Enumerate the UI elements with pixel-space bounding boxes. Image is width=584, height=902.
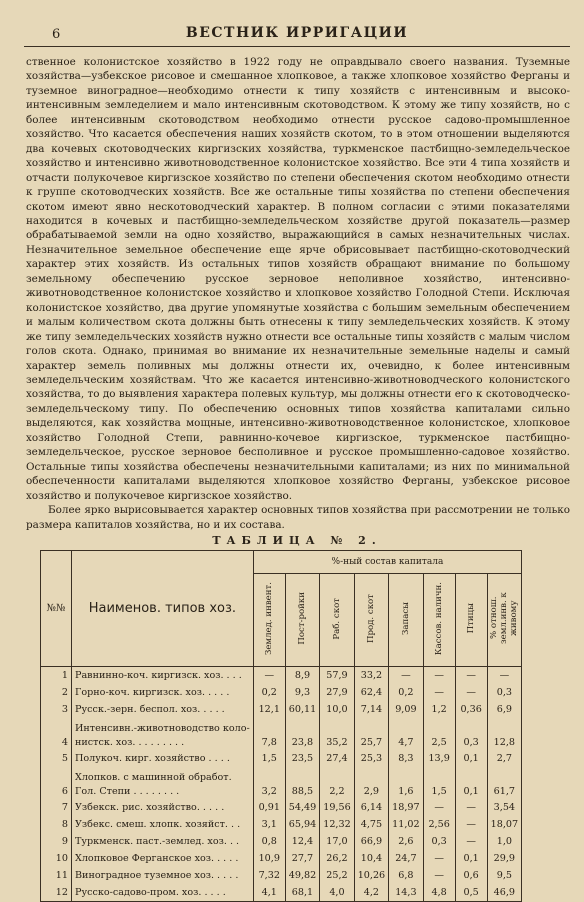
row-number: 4	[41, 718, 72, 750]
table-row	[41, 850, 522, 867]
row-name	[72, 850, 254, 867]
table-row	[41, 867, 522, 884]
row-name	[72, 884, 254, 902]
header-number: №№	[41, 550, 72, 666]
row-name-line: Русск.-зерн. беспол. хоз. . . . .	[75, 703, 225, 715]
cell-value: 1,5	[423, 767, 455, 799]
table-row	[41, 833, 522, 850]
cell-value: 12,32	[320, 816, 354, 833]
cell-value: —	[455, 833, 487, 850]
cell-value: 4,2	[354, 884, 388, 902]
table-row	[41, 718, 522, 750]
cell-value: 49,82	[285, 867, 319, 884]
cell-value: 0,5	[455, 884, 487, 902]
cell-value: 57,9	[320, 666, 354, 684]
row-number: 11	[41, 867, 72, 884]
cell-value: 6,8	[389, 867, 423, 884]
cell-value: 13,9	[423, 750, 455, 767]
header-col-3	[320, 573, 354, 666]
cell-value: —	[455, 684, 487, 701]
header-col-4	[354, 573, 388, 666]
cell-value: 9,3	[285, 684, 319, 701]
cell-value: 1,0	[487, 833, 521, 850]
cell-value: 33,2	[354, 666, 388, 684]
cell-value: 4,0	[320, 884, 354, 902]
cell-value: —	[423, 850, 455, 867]
row-name	[72, 701, 254, 718]
cell-value: 60,11	[285, 701, 319, 718]
cell-value: 4,8	[423, 884, 455, 902]
row-name	[72, 666, 254, 684]
page-header	[24, 0, 570, 47]
cell-value: 1,6	[389, 767, 423, 799]
table-row	[41, 799, 522, 816]
row-name-line: Интенсивн.-животноводство коло-	[75, 722, 250, 734]
cell-value: —	[253, 666, 285, 684]
row-number: 3	[41, 701, 72, 718]
cell-value: 7,14	[354, 701, 388, 718]
cell-value: 7,32	[253, 867, 285, 884]
row-name-line: нистск. хоз. . . . . . . . .	[75, 736, 185, 748]
table-row	[41, 666, 522, 684]
cell-value: —	[423, 666, 455, 684]
cell-value: 23,8	[285, 718, 319, 750]
cell-value: 9,5	[487, 867, 521, 884]
cell-value: —	[423, 684, 455, 701]
cell-value: 6,9	[487, 701, 521, 718]
cell-value: —	[423, 799, 455, 816]
row-name	[72, 816, 254, 833]
row-name-line: Виноградное туземное хоз. . . . .	[75, 869, 239, 881]
cell-value: 0,1	[455, 767, 487, 799]
cell-value: 11,02	[389, 816, 423, 833]
cell-value: 8,3	[389, 750, 423, 767]
cell-value: 3,54	[487, 799, 521, 816]
row-name-line: Хлопков. с машинной обработ.	[75, 771, 232, 783]
cell-value: 14,3	[389, 884, 423, 902]
cell-value: 12,4	[285, 833, 319, 850]
header-col-label: Землед. инвент.	[264, 581, 275, 655]
row-number: 1	[41, 666, 72, 684]
cell-value: 1,2	[423, 701, 455, 718]
row-name-line: Равнинно-коч. киргизск. хоз. . . .	[75, 669, 242, 681]
cell-value: 1,5	[253, 750, 285, 767]
paragraph-2: Более ярко вырисовывается характер основных типов хозяйства при рассмотрении не только размера капиталов хозяйства, но и их состава.	[26, 504, 570, 531]
cell-value: 4,75	[354, 816, 388, 833]
cell-value: 7,8	[253, 718, 285, 750]
cell-value: 0,3	[423, 833, 455, 850]
cell-value: 62,4	[354, 684, 388, 701]
table-row	[41, 884, 522, 902]
cell-value: 9,09	[389, 701, 423, 718]
header-col-label: Прод. скот	[366, 593, 377, 643]
cell-value: —	[455, 816, 487, 833]
cell-value: 4,1	[253, 884, 285, 902]
header-col-8	[487, 573, 521, 666]
cell-value: —	[455, 666, 487, 684]
cell-value: 2,7	[487, 750, 521, 767]
row-name-line: Узбекск. рис. хозяйство. . . . .	[75, 801, 225, 813]
header-col-7	[455, 573, 487, 666]
cell-value: —	[455, 799, 487, 816]
row-number: 12	[41, 884, 72, 902]
cell-value: 4,7	[389, 718, 423, 750]
cell-value: 0,91	[253, 799, 285, 816]
cell-value: 0,6	[455, 867, 487, 884]
row-name	[72, 867, 254, 884]
cell-value: 23,5	[285, 750, 319, 767]
cell-value: 17,0	[320, 833, 354, 850]
cell-value: 12,1	[253, 701, 285, 718]
row-name-line: Русско-садово-пром. хоз. . . . .	[75, 886, 226, 898]
paragraph-1: ственное колонистское хозяйство в 1922 году не оправдывало своего названия. Туземные хозяйства—узбекское рисовое и смешанное хлопковое, а также хлопковое хозяйство Ферганы и туземное виноградное—необходимо отнести к типу хозяйств с интенсивным и высоко-интенсивным земледелием и мало интенсивным скотоводством. К этому же типу хозяйств, но с более интенсивным скотоводством необходимо отнести русское садово-промышленное хозяйство. Что касается обеспечения наших хозяйств скотом, то в этом отношении выделяются два кочевых скотоводческих киргизских хозяйства, туркменское пастбищно-земледельческое хозяйство и интенсивно животноводственное колонистское хозяйство. Все эти 4 типа хозяйств и отчасти полукочевое киргизское хозяйство по степени обеспечения скотом необходимо отнести к группе скотоводческих хозяйств. Все же остальные типы хозяйства по степени обеспечения скотом имеют явно нескотоводческий характер. В полном согласии с этими показателями находится в кочевых и пастбищно-земледельческом хозяйстве другой показатель—размер обрабатываемой земли на одно хозяйство, выражающийся в самых незначительных числах. Незначительное земельное обеспечение еще ярче обрисовывает пастбищно-скотоводческий характер этих хозяйств. Из остальных типов хозяйств обращают внимание по большому земельному обеспечению русское зерновое неполивное хозяйство, интенсивно-животноводственное колонистское хозяйство и хлопковое хозяйство Голодной Степи. Исключая колонистское хозяйство, два другие упомянутые хозяйства с большим земельным обеспечением и малым количеством скота должны быть отнесены к типу земледельческих хозяйств. К этому же типу земледельческих хозяйств нужно отнести все остальные типы хозяйств с малым числом голов скота. Однако, принимая во внимание их незначительные земельные наделы и самый характер земель поливных мы должны отнести их, очевидно, к более интенсивным земледельческим хозяйствам. Что же касается интенсивно-животноводческого колонистского хозяйства, то до выявления характера полевых культур, мы должны отнести его к скотоводческо-земледельческому типу. По обеспечению основных типов хозяйства капиталами сильно выделяются, как хозяйства мощные, интенсивно-животноводственное колонистское, хлопковое хозяйство Голодной Степи, равнинно-кочевое киргизское, туркменское пастбищно-земледельческое, русское зерновое бесполивное и русское промышленно-садовое хозяйство. Остальные типы хозяйства обеспечены незначительными капиталами; из них по минимальной обеспеченности капиталами выделяются хлопковое хозяйство Ферганы, узбекское рисовое хозяйство и полукочевое киргизское хозяйство.	[26, 56, 570, 502]
cell-value: 3,2	[253, 767, 285, 799]
cell-value: 0,2	[389, 684, 423, 701]
header-col-1	[253, 573, 285, 666]
header-capital-composition: %-ный состав капитала	[253, 550, 521, 573]
header-col-label: % отнош. земл.инв. к живому	[489, 592, 520, 645]
row-name	[72, 833, 254, 850]
cell-value: 35,2	[320, 718, 354, 750]
row-name-line: Горно-коч. киргизск. хоз. . . . .	[75, 686, 230, 698]
cell-value: —	[487, 666, 521, 684]
journal-title: ВЕСТНИК ИРРИГАЦИИ	[185, 25, 409, 41]
header-col-6	[423, 573, 455, 666]
cell-value: 88,5	[285, 767, 319, 799]
article-body	[24, 47, 570, 532]
cell-value: 65,94	[285, 816, 319, 833]
table-row	[41, 750, 522, 767]
cell-value: 54,49	[285, 799, 319, 816]
cell-value: 10,4	[354, 850, 388, 867]
cell-value: 0,2	[253, 684, 285, 701]
table-row	[41, 767, 522, 799]
cell-value: 0,3	[455, 718, 487, 750]
header-col-label: Раб. скот	[331, 597, 342, 640]
header-col-label: Птицы	[466, 603, 477, 634]
cell-value: 25,2	[320, 867, 354, 884]
row-name-line: Гол. Степи . . . . . . . .	[75, 785, 180, 797]
cell-value: 10,9	[253, 850, 285, 867]
cell-value: 66,9	[354, 833, 388, 850]
row-name-line: Хлопковое Ферганское хоз. . . . .	[75, 852, 239, 864]
cell-value: 61,7	[487, 767, 521, 799]
cell-value: —	[389, 666, 423, 684]
cell-value: 29,9	[487, 850, 521, 867]
cell-value: 2,6	[389, 833, 423, 850]
row-number: 8	[41, 816, 72, 833]
page-number: 6	[52, 27, 61, 42]
header-col-label: Пост-ройки	[297, 592, 308, 645]
cell-value: 2,5	[423, 718, 455, 750]
cell-value: 0,1	[455, 750, 487, 767]
cell-value: 10,0	[320, 701, 354, 718]
cell-value: 46,9	[487, 884, 521, 902]
cell-value: 18,07	[487, 816, 521, 833]
row-name	[72, 799, 254, 816]
cell-value: 12,8	[487, 718, 521, 750]
cell-value: 0,8	[253, 833, 285, 850]
header-col-2	[285, 573, 319, 666]
table-row	[41, 816, 522, 833]
cell-value: 3,1	[253, 816, 285, 833]
cell-value: 19,56	[320, 799, 354, 816]
row-name	[72, 684, 254, 701]
header-col-label: Кассов. наличн.	[434, 581, 445, 655]
table-title: ТАБЛИЦА № 2.	[212, 533, 382, 547]
cell-value: 0,1	[455, 850, 487, 867]
header-col-5	[389, 573, 423, 666]
row-number: 2	[41, 684, 72, 701]
row-name-line: Туркменск. паст.-землед. хоз. . .	[75, 835, 240, 847]
header-name: Наименов. типов хоз.	[72, 550, 254, 666]
row-number: 10	[41, 850, 72, 867]
cell-value: 8,9	[285, 666, 319, 684]
row-name	[72, 767, 254, 799]
row-number: 6	[41, 767, 72, 799]
cell-value: 0,36	[455, 701, 487, 718]
cell-value: 24,7	[389, 850, 423, 867]
cell-value: 26,2	[320, 850, 354, 867]
cell-value: 2,56	[423, 816, 455, 833]
table-row	[41, 684, 522, 701]
row-number: 7	[41, 799, 72, 816]
row-name-line: Полукоч. кирг. хозяйство . . . .	[75, 752, 230, 764]
cell-value: 10,26	[354, 867, 388, 884]
cell-value: 68,1	[285, 884, 319, 902]
cell-value: 27,7	[285, 850, 319, 867]
cell-value: 27,9	[320, 684, 354, 701]
header-col-label: Запасы	[400, 601, 411, 635]
cell-value: 2,9	[354, 767, 388, 799]
row-number: 5	[41, 750, 72, 767]
cell-value: 25,7	[354, 718, 388, 750]
row-number: 9	[41, 833, 72, 850]
row-name-line: Узбекс. смеш. хлопк. хозяйст. . .	[75, 818, 241, 830]
capital-composition-table	[40, 550, 522, 902]
table-row	[41, 701, 522, 718]
cell-value: —	[423, 867, 455, 884]
cell-value: 18,97	[389, 799, 423, 816]
row-name	[72, 718, 254, 750]
cell-value: 25,3	[354, 750, 388, 767]
cell-value: 27,4	[320, 750, 354, 767]
cell-value: 2,2	[320, 767, 354, 799]
cell-value: 6,14	[354, 799, 388, 816]
cell-value: 0,3	[487, 684, 521, 701]
row-name	[72, 750, 254, 767]
